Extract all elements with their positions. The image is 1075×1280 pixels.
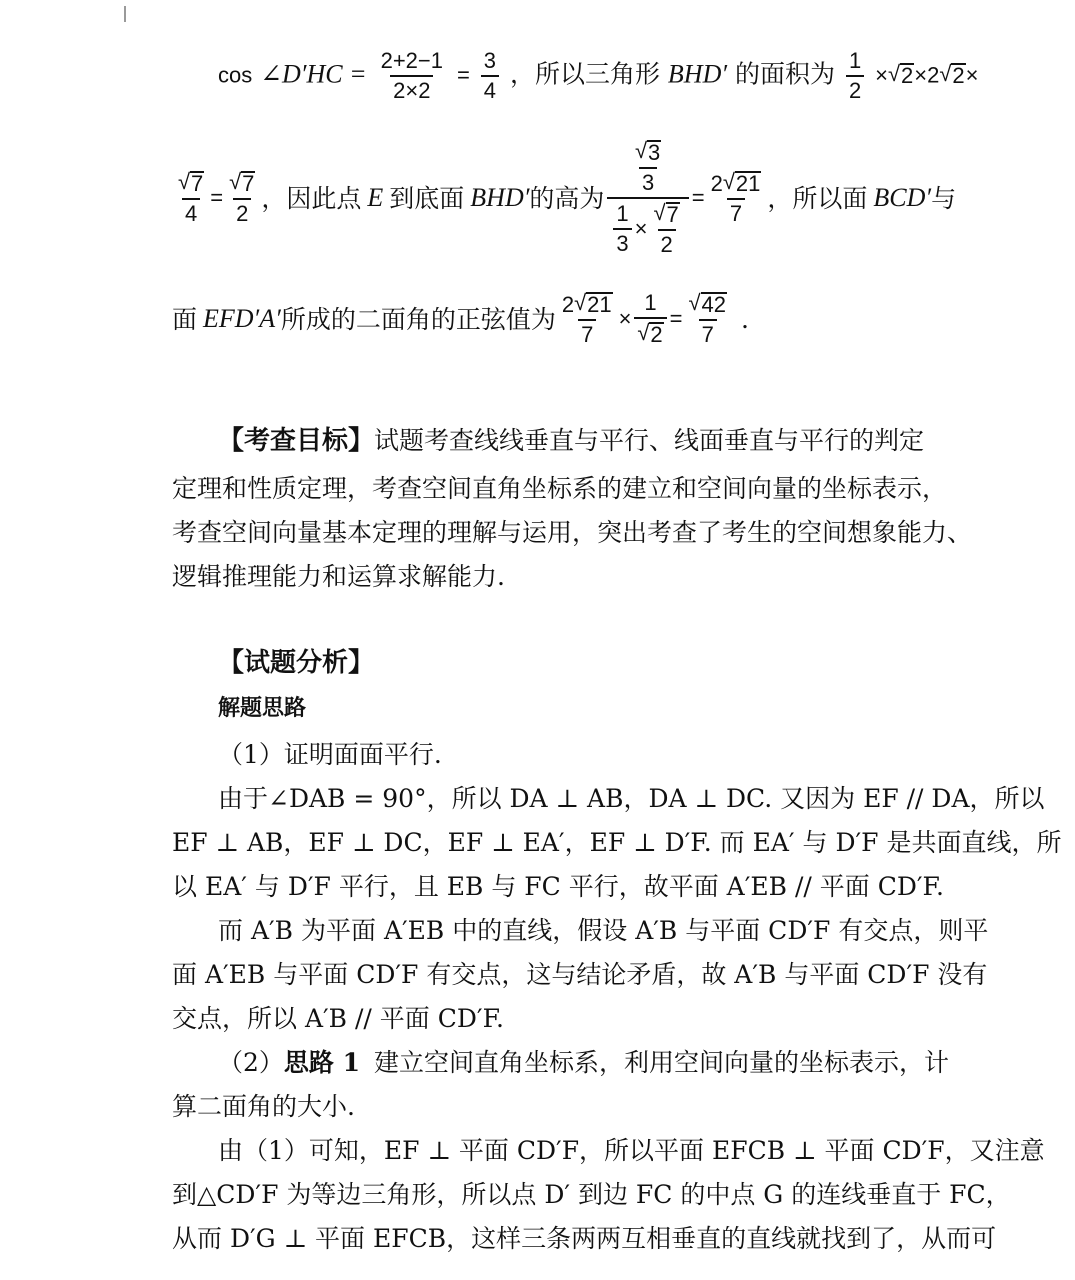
analysis-p1: （1）证明面面平行. [218,740,442,769]
text-segment: 到底面 [389,183,465,213]
formula-line-2: √ $\frac{7}{4}$ = √ $\frac{7}{2}$ ，因此点 E 到底面 BHD′ 的高为 √ $\frac{3}{3}$ $\frac{1}{3}$ × √ $\frac{7}{2}$ = $\frac{2√ 21}{7}$ ，所以面 BCD′ 与 [172,128,956,268]
analysis-p2-line3: 以 EA′ 与 D′F 平行，且 EB 与 FC 平行，故平面 A′EB // 平面 CD′F. [172,872,944,901]
objective-line-2: 定理和性质定理，考查空间直角坐标系的建立和空间向量的坐标表示， [172,474,948,503]
fraction-1-over-sqrt2: 1 √ 2 [634,292,666,346]
analysis-p5-line3: 从而 D′G ⊥ 平面 EFCB，这样三条两两互相垂直的直线就找到了，从而可 [172,1224,997,1253]
objective-line-4: 逻辑推理能力和运算求解能力. [172,562,505,591]
text-segment: ，所以三角形 [509,59,660,89]
analysis-heading: 【试题分析】 [218,648,375,678]
text-segment: 的面积为 [735,59,836,89]
objective-line-1 [218,428,924,454]
plane-efda: EFD′A′ [203,304,281,333]
p4-prefix: （2） [218,1048,284,1077]
p4-text: 建立空间直角坐标系，利用空间向量的坐标表示，计 [374,1048,950,1077]
fraction-2sqrt21-over-7: $\frac{2√ 21}{7}$ [559,292,616,346]
text-segment: 与 [931,183,957,213]
formula-line-3: 面 EFD′A′ 所成的二面角的正弦值为 $\frac{2√ 21}{7}$ × 1 √ 2 = √ $\frac{42}{7}$ . [172,292,749,346]
formula-line-1: cos ∠D′HC = $\frac{2+2-1}{2\times 2}$ = $\frac{3}{4}$ ，所以三角形 BHD′ 的面积为 $\frac{1}{2}$ ×√ 2×2√ 2× [218,50,978,102]
fraction-sqrt42-over-7: √ $\frac{42}{7}$ [686,292,730,346]
text-segment: 的高为 [529,183,605,213]
approach-1-label: 思路 1 [283,1048,361,1077]
analysis-p4-line2: 算二面角的大小. [172,1092,355,1121]
analysis-p4-line1 [218,1050,949,1075]
point-e: E [367,183,384,212]
analysis-p5-line1: 由（1）可知，EF ⊥ 平面 CD′F，所以平面 EFCB ⊥ 平面 CD′F，又注意 [218,1136,1045,1165]
analysis-p5-line2: 到△CD′F 为等边三角形，所以点 D′ 到边 FC 的中点 G 的连线垂直于 FC， [172,1180,1011,1209]
plane-bcd: BCD′ [873,183,932,212]
analysis-p3-line2: 面 A′EB 与平面 CD′F 有交点，这与结论矛盾，故 A′B 与平面 CD′F 没有 [172,960,988,989]
fraction-half: $\frac{1}{2}$ [846,50,864,102]
analysis-p3-line1: 而 A′B 为平面 A′EB 中的直线，假设 A′B 与平面 CD′F 有交点，则平 [218,916,989,945]
sqrt-2-a: √ 2 [888,63,914,87]
objective-text: 试题考查线线垂直与平行、线面垂直与平行的判定 [374,426,925,455]
fraction-sqrt7-over-2: √ $\frac{7}{2}$ [226,171,258,225]
text-segment: ，所以面 [767,183,868,213]
text-segment: 面 [172,304,198,334]
objective-heading: 【考查目标】 [218,426,375,456]
angle-expr: ∠D′HC = [260,59,367,89]
plane-name: BHD′ [470,183,530,212]
solution-approach-subheading: 解题思路 [218,696,307,721]
analysis-p3-line3: 交点，所以 A′B // 平面 CD′F. [172,1004,504,1033]
compound-fraction-height: √ $\frac{3}{3}$ $\frac{1}{3}$ × √ $\frac{7}{2}$ [607,140,688,256]
fraction-2sqrt21-over-7: $\frac{2√ 21}{7}$ [708,171,765,225]
cos-label: cos [218,62,253,88]
triangle-name: BHD′ [667,59,728,89]
analysis-p2-line2: EF ⊥ AB，EF ⊥ DC，EF ⊥ EA′，EF ⊥ D′F. 而 EA′ 与 D′F 是共面直线，所 [172,828,1062,857]
text-segment: ，因此点 [261,183,362,213]
fraction-three-quarters: $\frac{3}{4}$ [481,50,499,102]
sqrt-2-b: √ 2 [939,63,965,87]
objective-line-3: 考查空间向量基本定理的理解与运用，突出考查了考生的空间想象能力、 [172,518,973,547]
text-segment: 所成的二面角的正弦值为 [280,304,556,334]
fraction-sqrt7-over-4: √ $\frac{7}{4}$ [175,171,207,225]
fraction-cos: $\frac{2+2-1}{2\times 2}$ [380,48,443,103]
analysis-p2-line1: 由于∠DAB = 90°，所以 DA ⊥ AB，DA ⊥ DC. 又因为 EF // DA，所以 [218,784,1045,813]
